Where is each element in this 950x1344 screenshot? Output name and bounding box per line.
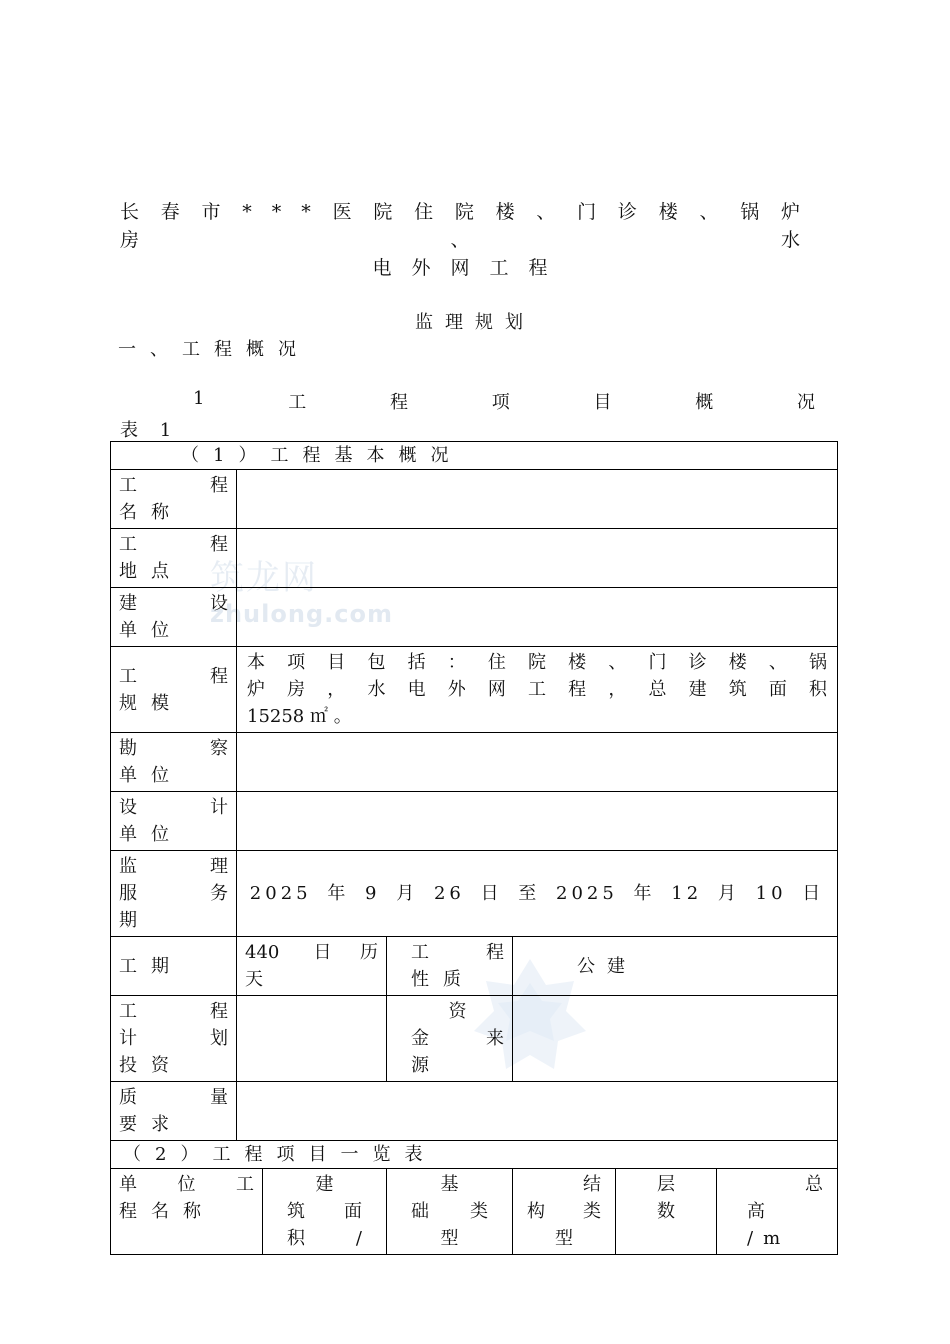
basic-info-header: （1）工程基本概况 <box>111 442 838 470</box>
column-header-total-height: 总 高 /m <box>717 1169 838 1255</box>
owner-value <box>237 588 838 647</box>
row-label: 工期 <box>111 937 237 996</box>
subsection-char: 况 <box>796 392 815 413</box>
duration-value: 440 日历 天 <box>237 937 387 996</box>
title-line-2: 电外网工程 <box>372 257 568 279</box>
project-list-header: （2）工程项目一览表 <box>111 1141 838 1169</box>
column-header-foundation-type: 基 础类 型 <box>387 1169 513 1255</box>
subsection-char: 1 <box>193 388 205 409</box>
column-header-floors: 层 数 <box>616 1169 717 1255</box>
table-row <box>111 792 838 851</box>
subsection-char: 程 <box>389 392 408 413</box>
watermark-cn: 筑龙网 <box>210 558 318 598</box>
project-name-value <box>237 470 838 529</box>
survey-unit-value <box>237 733 838 792</box>
nature-value: 公建 <box>513 937 838 996</box>
investment-value <box>237 996 387 1082</box>
project-scale-value: 本项目包括：住院楼、门诊楼、锅 炉房，水电外网工程，总建筑面积 15258 ㎡ 。 <box>237 647 838 733</box>
row-label: 工程 地点 <box>111 529 237 588</box>
row-label: 监理 服务 期 <box>111 851 237 937</box>
table-row <box>111 588 838 647</box>
project-overview-table <box>110 441 838 1255</box>
subsection-1-title <box>193 388 815 414</box>
row-label: 设计 单位 <box>111 792 237 851</box>
section-1-title: 一、工程概况 <box>118 339 310 360</box>
table-1-label: 表 1 <box>120 420 180 441</box>
title-line-1: 长春市***医院住院楼、门诊楼、锅炉房、水 <box>120 201 820 251</box>
table-row <box>111 470 838 529</box>
section-heading: 监理规划 <box>415 312 535 333</box>
table-row <box>111 1169 838 1255</box>
row-label: 工程 名称 <box>111 470 237 529</box>
table-row <box>111 1141 838 1169</box>
row-label: 勘察 单位 <box>111 733 237 792</box>
row-label: 工程 规模 <box>111 647 237 733</box>
table-row <box>111 996 838 1082</box>
watermark-en: zhulong.com <box>210 600 393 628</box>
subsection-char: 概 <box>695 392 714 413</box>
column-header-unit-name: 单位工 程名称 <box>111 1169 263 1255</box>
row-label: 质量 要求 <box>111 1082 237 1141</box>
subsection-char: 目 <box>593 392 612 413</box>
quality-value <box>237 1082 838 1141</box>
row-label: 建设 单位 <box>111 588 237 647</box>
subsection-char: 工 <box>288 392 307 413</box>
table-row <box>111 851 838 937</box>
fund-source-value <box>513 996 838 1082</box>
table-row <box>111 733 838 792</box>
document-title <box>120 198 820 282</box>
table-row <box>111 647 838 733</box>
design-unit-value <box>237 792 838 851</box>
table-row <box>111 1082 838 1141</box>
column-header-structure-type: 结 构类 型 <box>513 1169 616 1255</box>
project-location-value <box>237 529 838 588</box>
table-row <box>111 937 838 996</box>
service-period-value: 2025 年 9 月 26 日 至 2025 年 12 月 10 日 <box>237 851 838 937</box>
column-header-floor-area: 建 筑面 积 / <box>263 1169 387 1255</box>
fund-source-label: 资 金来 源 <box>387 996 513 1082</box>
subsection-char: 项 <box>491 392 510 413</box>
table-row <box>111 442 838 470</box>
table-row <box>111 529 838 588</box>
row-label: 工程 计划 投资 <box>111 996 237 1082</box>
nature-label: 工程 性质 <box>387 937 513 996</box>
